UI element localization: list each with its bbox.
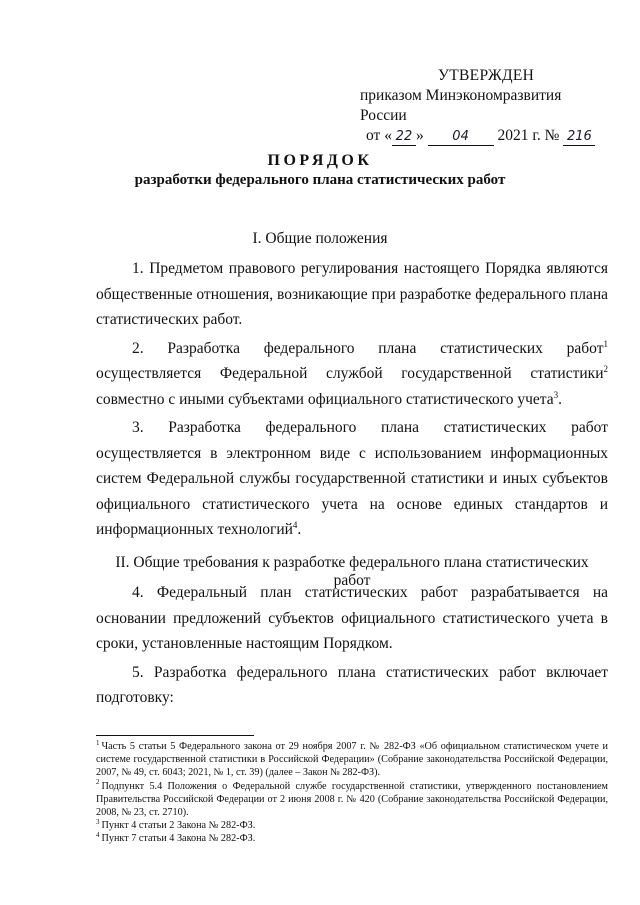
- footnote-ref-4: 4: [292, 519, 298, 530]
- footnote-ref-3: 3: [553, 389, 559, 400]
- document-title: ПОРЯДОК: [267, 152, 373, 169]
- paragraph-2-text-b: осуществляется Федеральной службой государственной статистики: [96, 365, 604, 382]
- footnote-text-2: Подпункт 5.4 Положения о Федеральной службе государственной статистики, утвержденного постановлением Правительства Российской Федерации от 2 июня 2008 г. № 420 (Собрание законодательства Российской Федерации, 2008, № 23, ст. 2710).: [96, 780, 608, 819]
- footnote-3: [96, 819, 608, 832]
- date-mid: »: [415, 127, 424, 144]
- section-heading-2: II. Общие требования к разработке федерального плана статистических работ: [115, 554, 589, 589]
- section-2-body: [96, 580, 608, 711]
- date-month: 04: [428, 129, 494, 146]
- paragraph-3-text-b: .: [297, 521, 302, 538]
- footnote-ref-1: 1: [603, 338, 608, 349]
- footnote-mark-4: 4: [96, 831, 100, 840]
- paragraph-4: 4. Федеральный план статистических работ разрабатывается на основании предложений субъектов официального статистического учета в сроки, установленные настоящим Порядком.: [96, 584, 608, 652]
- approval-order: приказом Минэкономразвития России: [360, 87, 562, 124]
- footnote-ref-2: 2: [603, 363, 608, 374]
- paragraph-3: [96, 415, 608, 543]
- footnote-mark-1: 1: [96, 738, 100, 747]
- order-number: 216: [563, 129, 595, 146]
- paragraph-1: 1. Предметом правового регулирования настоящего Порядка являются общественные отношения, возникающие при разработке федерального плана статистических работ.: [96, 260, 608, 328]
- footnote-1: [96, 740, 608, 780]
- section-1-body: [96, 256, 608, 543]
- document-subtitle: разработки федерального плана статистических работ: [134, 172, 506, 188]
- footnote-separator: [96, 735, 254, 736]
- paragraph-2-text-a: 2. Разработка федерального плана статистических работ: [132, 339, 604, 357]
- paragraph-2-text-c: совместно с иными субъектами официального статистического учета: [96, 390, 554, 408]
- footnote-2: [96, 780, 608, 820]
- section-heading-1: I. Общие положения: [252, 230, 388, 247]
- paragraph-2: [96, 336, 608, 413]
- paragraph-3-text-a: 3. Разработка федерального плана статистических работ осуществляется в электронном виде с использованием информационных систем Федеральной службы государственной статистики и иных субъектов официального статистического учета на основе единых стандартов и информационных технологий: [96, 419, 608, 538]
- date-prefix: от «: [366, 127, 392, 144]
- footnote-4: [96, 832, 608, 845]
- footnote-text-3: Пункт 4 статьи 2 Закона № 282-ФЗ.: [101, 820, 256, 832]
- footnote-text-4: Пункт 7 статьи 4 Закона № 282-ФЗ.: [101, 833, 256, 845]
- footnote-mark-3: 3: [96, 817, 100, 826]
- date-day: 22: [392, 129, 416, 146]
- approval-heading: УТВЕРЖДЕН: [438, 67, 535, 84]
- approval-date-line: [358, 126, 608, 146]
- footnotes: [96, 740, 608, 846]
- paragraph-5: 5. Разработка федерального плана статистических работ включает подготовку:: [96, 663, 608, 706]
- footnote-mark-2: 2: [96, 778, 100, 787]
- paragraph-2-text-d: .: [558, 390, 562, 408]
- approval-stamp: [358, 66, 608, 146]
- footnote-text-1: Часть 5 статьи 5 Федерального закона от 29 ноября 2007 г. № 282-ФЗ «Об официальном статистическом учете и системе государственной статистики в Российской Федерации» (Собрание законодательства Российской Федерации, 2007, № 49, ст. 6043; 2021, № 1, ст. 39) (далее – Закон № 282-ФЗ).: [96, 741, 608, 779]
- date-year: 2021 г. №: [497, 127, 560, 144]
